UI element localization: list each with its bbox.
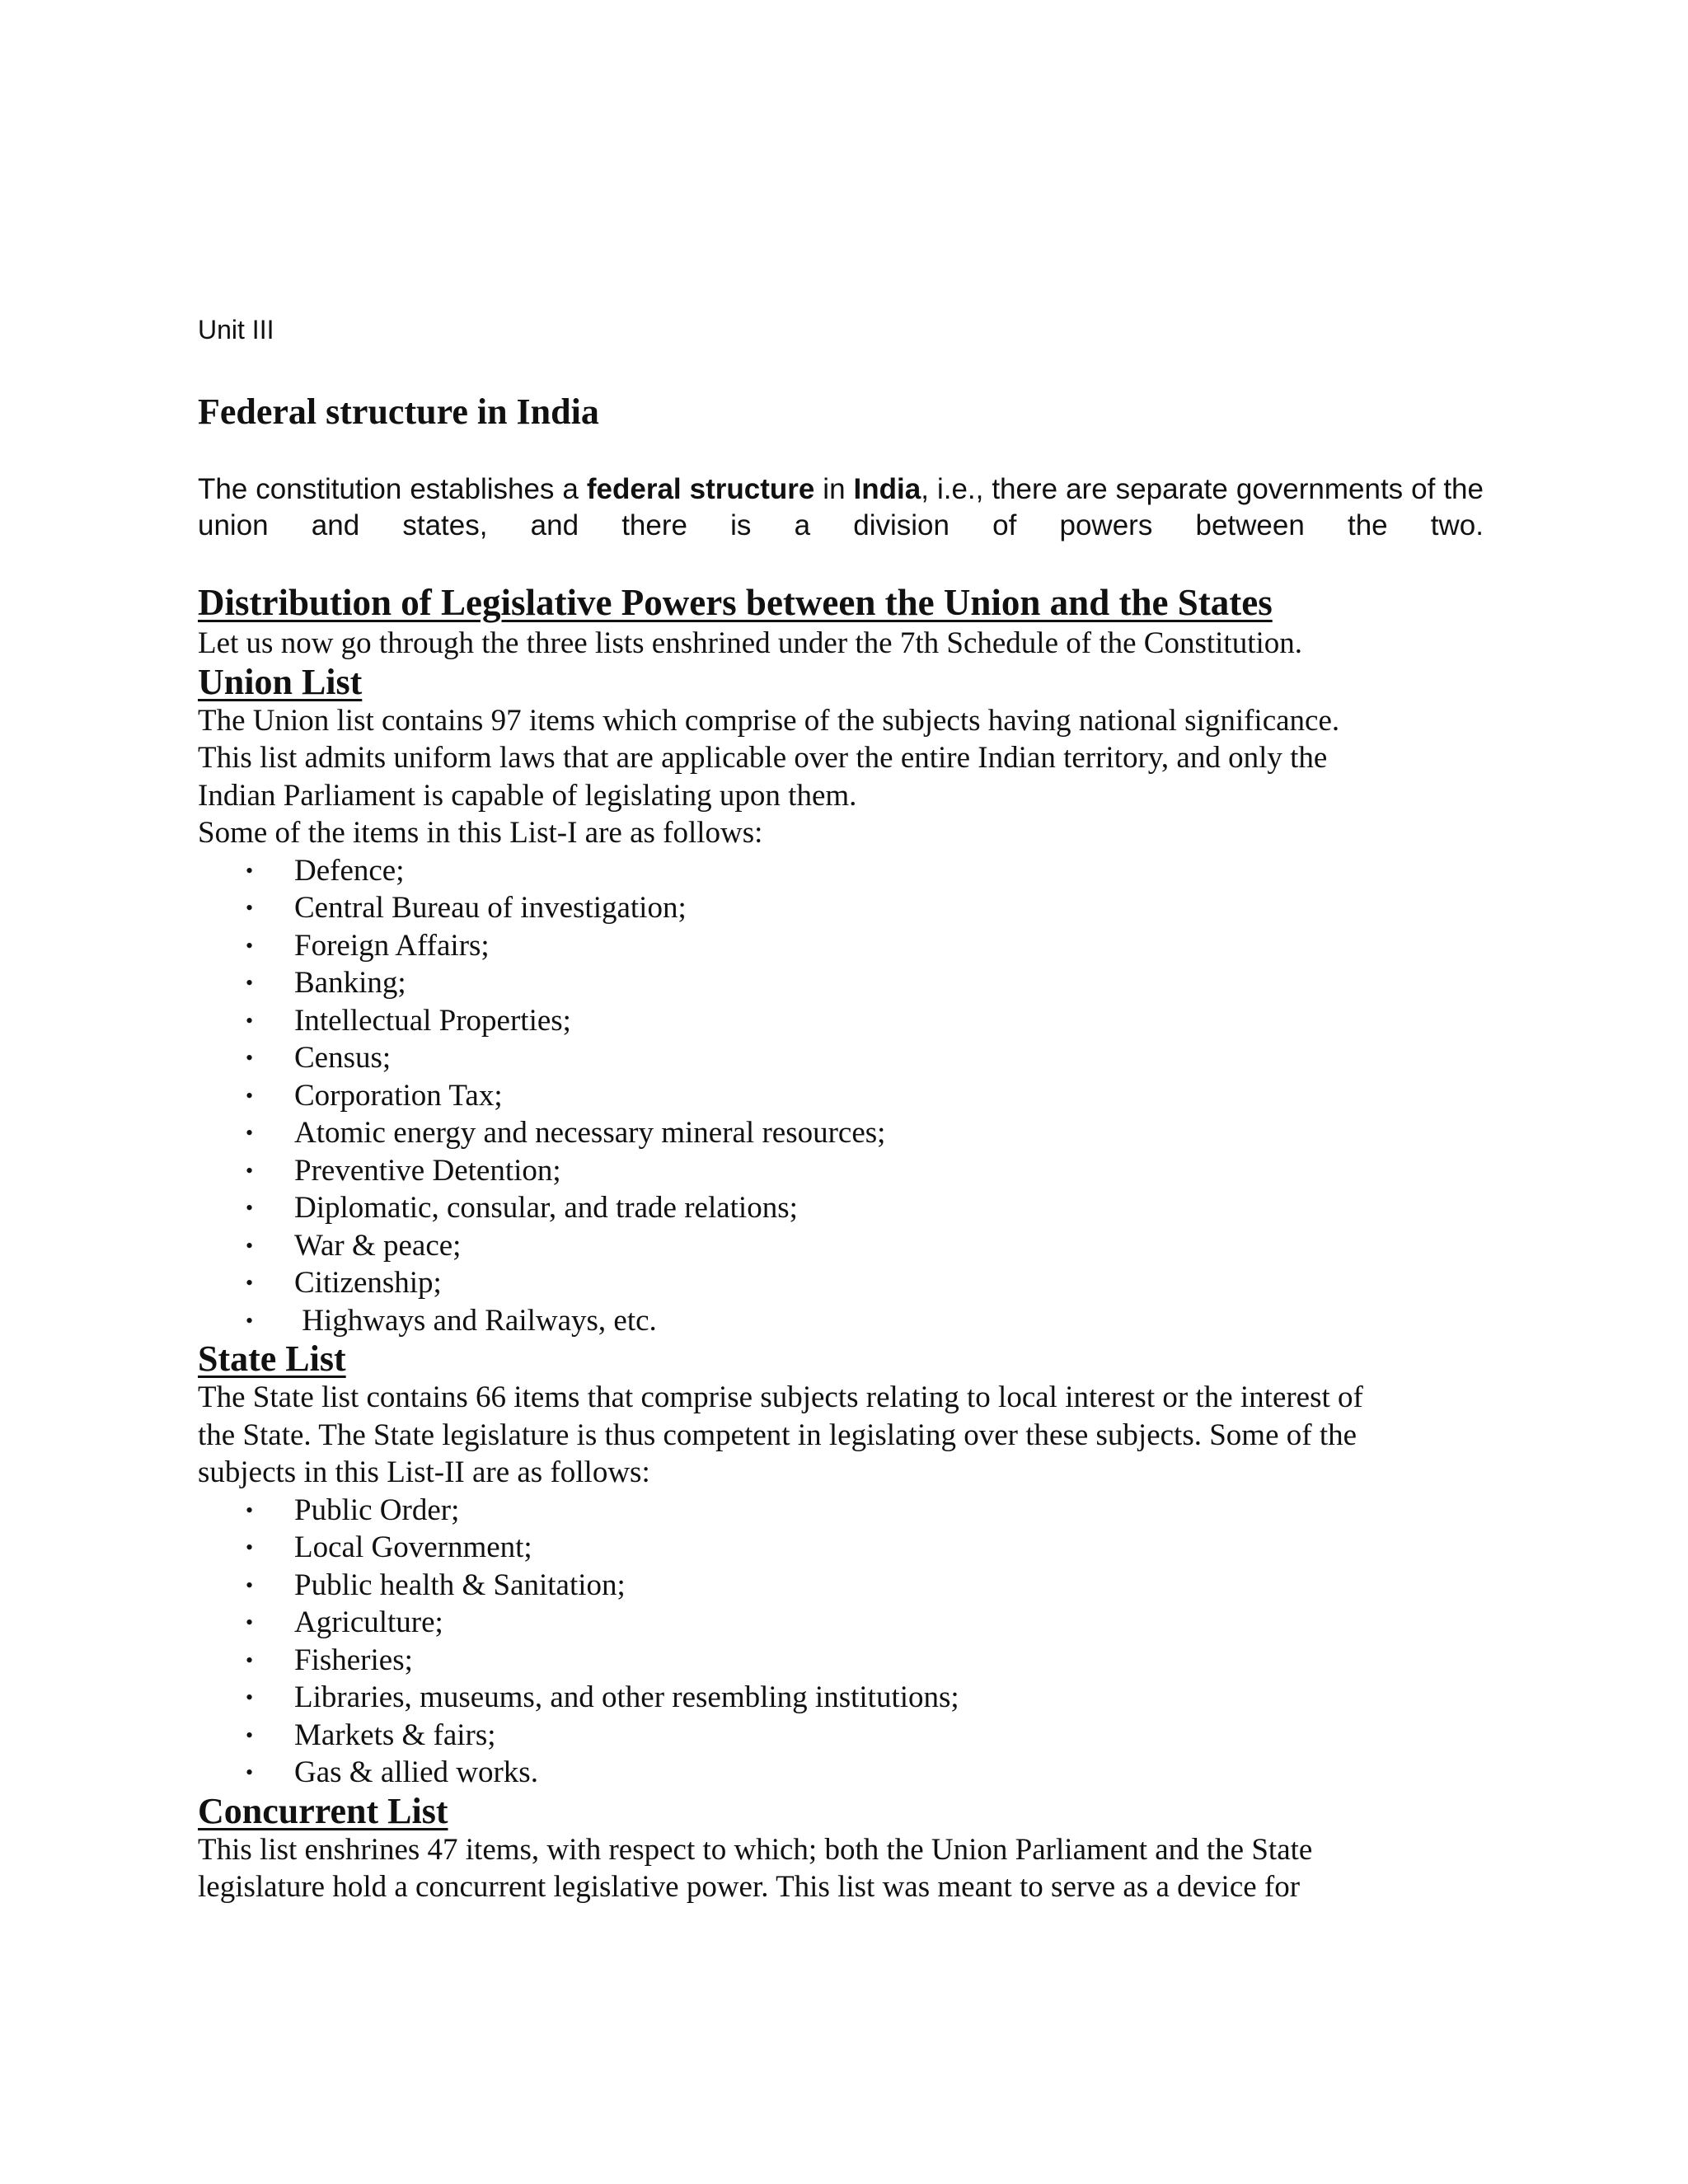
- paragraph-line: The State list contains 66 items that comprise subjects relating to local interest or the interest of: [198, 1380, 1363, 1414]
- paragraph-line: Some of the items in this List-I are as follows:: [198, 816, 763, 850]
- list-item-text: Defence;: [294, 853, 405, 888]
- list-item-text: Corporation Tax;: [294, 1078, 503, 1113]
- list-item-text: Preventive Detention;: [294, 1153, 561, 1188]
- paragraph-line: the State. The State legislature is thus competent in legislating over these subjects. Some of the: [198, 1418, 1357, 1452]
- list-item-text: Atomic energy and necessary mineral resources;: [294, 1116, 886, 1150]
- list-item-text: Agriculture;: [294, 1605, 443, 1639]
- list-item-text: Intellectual Properties;: [294, 1003, 571, 1038]
- list-item-text: Banking;: [294, 966, 406, 1000]
- list-item: [198, 1754, 1484, 1792]
- list-item: [198, 964, 1484, 1002]
- list-item-text: Local Government;: [294, 1530, 532, 1564]
- concurrent-list-description: [198, 1831, 1484, 1906]
- list-item-text: Public Order;: [294, 1493, 460, 1527]
- bullet-icon: •: [246, 1647, 254, 1672]
- list-item-text: Public health & Sanitation;: [294, 1568, 626, 1602]
- document-content: [198, 313, 1484, 1906]
- list-item: [198, 1302, 1484, 1340]
- paragraph-line: This list admits uniform laws that are applicable over the entire Indian territory, and only the: [198, 741, 1328, 775]
- bullet-icon: •: [246, 971, 254, 995]
- list-item: [198, 1077, 1484, 1115]
- state-list-items: [198, 1492, 1484, 1792]
- list-item: [198, 1492, 1484, 1530]
- paragraph-line: The Union list contains 97 items which comprise of the subjects having national significance.: [198, 703, 1340, 738]
- intro-bold-federal-structure: federal structure: [586, 473, 815, 505]
- union-list-description: [198, 702, 1484, 852]
- intro-text-1: The constitution establishes a: [198, 473, 587, 505]
- list-item-text: War & peace;: [294, 1228, 462, 1263]
- list-item: [198, 1717, 1484, 1755]
- section-intro: Let us now go through the three lists enshrined under the 7th Schedule of the Constitution.: [198, 626, 1303, 660]
- bullet-icon: •: [246, 1535, 254, 1559]
- list-item: [198, 1039, 1484, 1077]
- list-item-text: Fisheries;: [294, 1643, 413, 1677]
- paragraph-line: subjects in this List-II are as follows:: [198, 1455, 650, 1489]
- bullet-icon: •: [246, 1196, 254, 1220]
- concurrent-list-heading: Concurrent List: [198, 1790, 448, 1831]
- bullet-icon: •: [246, 1046, 254, 1070]
- bullet-icon: •: [246, 1083, 254, 1108]
- list-item-text: Gas & allied works.: [294, 1755, 538, 1789]
- list-item-text: Highways and Railways, etc.: [294, 1303, 657, 1338]
- bullet-icon: •: [246, 858, 254, 883]
- page-title: Federal structure in India: [198, 391, 599, 432]
- union-list-heading: Union List: [198, 661, 363, 702]
- list-item-text: Central Bureau of investigation;: [294, 891, 687, 925]
- bullet-icon: •: [246, 1572, 254, 1597]
- bullet-icon: •: [246, 1233, 254, 1258]
- state-list-heading: State List: [198, 1338, 346, 1379]
- list-item-text: Foreign Affairs;: [294, 928, 490, 963]
- list-item-text: Census;: [294, 1041, 392, 1075]
- list-item: [198, 1227, 1484, 1265]
- list-item: [198, 927, 1484, 965]
- paragraph-line: This list enshrines 47 items, with respect to which; both the Union Parliament and the State: [198, 1832, 1313, 1867]
- list-item-text: Citizenship;: [294, 1266, 442, 1300]
- bullet-icon: •: [246, 1610, 254, 1634]
- bullet-icon: •: [246, 933, 254, 958]
- intro-paragraph: [198, 471, 1484, 544]
- list-item: [198, 1604, 1484, 1642]
- unit-label: Unit III: [198, 315, 274, 344]
- bullet-icon: •: [246, 1497, 254, 1522]
- list-item: [198, 1529, 1484, 1567]
- bullet-icon: •: [246, 1121, 254, 1145]
- list-item: [198, 1152, 1484, 1190]
- bullet-icon: •: [246, 1722, 254, 1747]
- section-heading: Distribution of Legislative Powers between the Union and the States: [198, 582, 1273, 623]
- intro-bold-india: India: [853, 473, 921, 505]
- list-item: [198, 1189, 1484, 1227]
- list-item: [198, 889, 1484, 927]
- list-item: [198, 1002, 1484, 1040]
- intro-text-3: , i.e., there are separate governments of the union and states, and there is a division of powers between the two.: [198, 473, 1484, 541]
- list-item: [198, 1567, 1484, 1605]
- bullet-icon: •: [246, 1158, 254, 1183]
- list-item: [198, 1264, 1484, 1302]
- state-list-description: [198, 1379, 1484, 1492]
- intro-text-2: in: [814, 473, 854, 505]
- list-item-text: Libraries, museums, and other resembling institutions;: [294, 1680, 959, 1714]
- bullet-icon: •: [246, 1685, 254, 1709]
- list-item: [198, 1642, 1484, 1680]
- list-item-text: Diplomatic, consular, and trade relations;: [294, 1191, 798, 1225]
- list-item: [198, 1114, 1484, 1152]
- union-list-items: [198, 852, 1484, 1340]
- bullet-icon: •: [246, 1308, 254, 1333]
- list-item: [198, 1679, 1484, 1717]
- list-item-text: Markets & fairs;: [294, 1718, 496, 1752]
- bullet-icon: •: [246, 1008, 254, 1033]
- bullet-icon: •: [246, 896, 254, 920]
- bullet-icon: •: [246, 1271, 254, 1295]
- paragraph-line: Indian Parliament is capable of legislating upon them.: [198, 778, 857, 813]
- paragraph-line: legislature hold a concurrent legislative power. This list was meant to serve as a device for: [198, 1870, 1301, 1904]
- list-item: [198, 852, 1484, 890]
- bullet-icon: •: [246, 1760, 254, 1784]
